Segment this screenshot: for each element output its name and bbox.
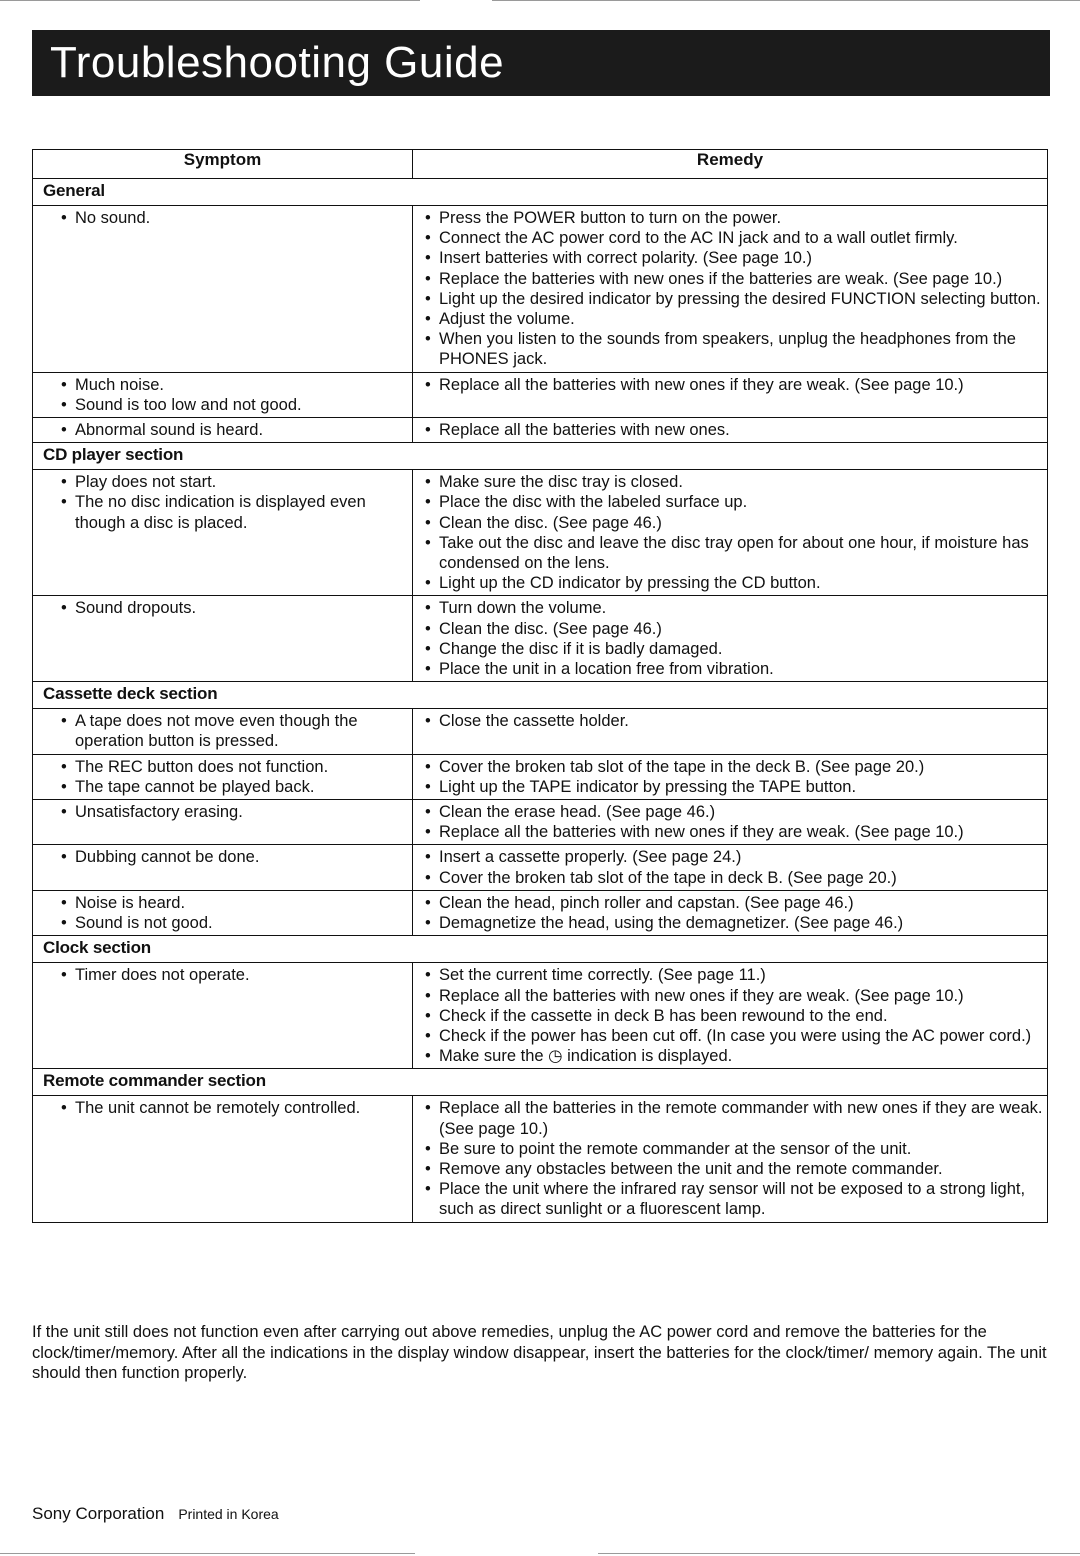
remedy-item: • Remove any obstacles between the unit and the remote commander. [425, 1159, 1043, 1179]
remedy-item: • Replace all the batteries in the remote commander with new ones if they are weak. (See page 10.) [425, 1098, 1043, 1138]
remedy-cell [413, 206, 1048, 373]
section-heading: Clock section [33, 936, 1048, 963]
symptom-item: • The REC button does not function. [61, 757, 406, 777]
remedy-item: • Place the unit where the infrared ray sensor will not be exposed to a strong light, such as direct sunlight or a fluorescent lamp. [425, 1179, 1043, 1219]
remedy-item: • Light up the TAPE indicator by pressing the TAPE button. [425, 777, 1043, 797]
footer-brand [32, 1504, 279, 1524]
remedy-item: • Cover the broken tab slot of the tape in deck B. (See page 20.) [425, 868, 1043, 888]
table-row [33, 470, 1048, 596]
remedy-cell [413, 845, 1048, 890]
table-row [33, 418, 1048, 443]
symptom-item: • Timer does not operate. [61, 965, 406, 985]
remedy-item: • Adjust the volume. [425, 309, 1043, 329]
table-row [33, 800, 1048, 845]
remedy-cell [413, 372, 1048, 417]
symptom-cell [33, 418, 413, 443]
symptom-item: • Dubbing cannot be done. [61, 847, 406, 867]
bottom-rule [0, 1553, 1080, 1554]
section-heading: CD player section [33, 443, 1048, 470]
remedy-item: • Replace all the batteries with new ones. [425, 420, 1043, 440]
remedy-cell [413, 800, 1048, 845]
table-body [33, 179, 1048, 1223]
remedy-item: • Replace all the batteries with new ones if they are weak. (See page 10.) [425, 986, 1043, 1006]
symptom-item: • Unsatisfactory erasing. [61, 802, 406, 822]
symptom-cell [33, 963, 413, 1069]
symptom-cell [33, 596, 413, 682]
remedy-cell [413, 470, 1048, 596]
page-title: Troubleshooting Guide [50, 38, 505, 87]
section-row [33, 936, 1048, 963]
remedy-item: • Clean the head, pinch roller and capstan. (See page 46.) [425, 893, 1043, 913]
troubleshooting-table [32, 149, 1048, 1223]
symptom-item: • No sound. [61, 208, 406, 228]
symptom-cell [33, 800, 413, 845]
remedy-item: • Insert a cassette properly. (See page 24.) [425, 847, 1043, 867]
header-row [33, 150, 1048, 179]
remedy-cell [413, 754, 1048, 799]
symptom-cell [33, 372, 413, 417]
symptom-cell [33, 709, 413, 754]
table-row [33, 963, 1048, 1069]
symptom-cell [33, 206, 413, 373]
section-row [33, 1069, 1048, 1096]
remedy-item: • Light up the desired indicator by pressing the desired FUNCTION selecting button. [425, 289, 1043, 309]
footer-note: If the unit still does not function even after carrying out above remedies, unplug the AC power cord and remove the batteries for the clock/timer/memory. After all the indications in the display window disappear, insert the batteries for the clock/timer/ memory again. The unit should then function properly. [32, 1323, 1047, 1382]
symptom-cell [33, 890, 413, 935]
table-row [33, 1096, 1048, 1222]
remedy-cell [413, 596, 1048, 682]
remedy-item: • Clean the disc. (See page 46.) [425, 513, 1043, 533]
table-row [33, 372, 1048, 417]
symptom-item: • Play does not start. [61, 472, 406, 492]
top-rule [0, 0, 1080, 1]
title-banner [32, 30, 1050, 96]
remedy-item: • When you listen to the sounds from speakers, unplug the headphones from the PHONES jack. [425, 329, 1043, 369]
section-row [33, 179, 1048, 206]
symptom-cell [33, 470, 413, 596]
symptom-cell [33, 1096, 413, 1222]
symptom-item: • The unit cannot be remotely controlled. [61, 1098, 406, 1118]
symptom-item: • The tape cannot be played back. [61, 777, 406, 797]
table-row [33, 845, 1048, 890]
section-heading: Cassette deck section [33, 682, 1048, 709]
remedy-header: Remedy [413, 150, 1048, 179]
remedy-cell [413, 1096, 1048, 1222]
remedy-item: • Replace all the batteries with new ones if they are weak. (See page 10.) [425, 822, 1043, 842]
remedy-item: • Replace all the batteries with new ones if they are weak. (See page 10.) [425, 375, 1043, 395]
remedy-item: • Insert batteries with correct polarity. (See page 10.) [425, 248, 1043, 268]
remedy-item: • Clean the erase head. (See page 46.) [425, 802, 1043, 822]
printed-in: Printed in Korea [178, 1506, 279, 1522]
remedy-item: • Make sure the ◷ indication is displayed. [425, 1046, 1043, 1066]
symptom-item: • Abnormal sound is heard. [61, 420, 406, 440]
remedy-item: • Cover the broken tab slot of the tape in the deck B. (See page 20.) [425, 757, 1043, 777]
remedy-item: • Connect the AC power cord to the AC IN jack and to a wall outlet firmly. [425, 228, 1043, 248]
table-row [33, 754, 1048, 799]
remedy-item: • Turn down the volume. [425, 598, 1043, 618]
symptom-item: • Sound dropouts. [61, 598, 406, 618]
remedy-item: • Light up the CD indicator by pressing the CD button. [425, 573, 1043, 593]
table-row [33, 596, 1048, 682]
symptom-item: • The no disc indication is displayed even though a disc is placed. [61, 492, 406, 532]
remedy-item: • Set the current time correctly. (See page 11.) [425, 965, 1043, 985]
remedy-cell [413, 709, 1048, 754]
table-row [33, 709, 1048, 754]
remedy-item: • Change the disc if it is badly damaged. [425, 639, 1043, 659]
brand-name: Sony Corporation [32, 1504, 165, 1523]
remedy-cell [413, 890, 1048, 935]
remedy-item: • Replace the batteries with new ones if the batteries are weak. (See page 10.) [425, 269, 1043, 289]
symptom-cell [33, 845, 413, 890]
section-row [33, 443, 1048, 470]
remedy-cell [413, 963, 1048, 1069]
remedy-item: • Close the cassette holder. [425, 711, 1043, 731]
remedy-item: • Demagnetize the head, using the demagnetizer. (See page 46.) [425, 913, 1043, 933]
remedy-item: • Place the unit in a location free from vibration. [425, 659, 1043, 679]
symptom-item: • Sound is not good. [61, 913, 406, 933]
remedy-item: • Take out the disc and leave the disc tray open for about one hour, if moisture has condensed on the lens. [425, 533, 1043, 573]
table-row [33, 890, 1048, 935]
symptom-cell [33, 754, 413, 799]
symptom-header: Symptom [33, 150, 413, 179]
symptom-item: • Noise is heard. [61, 893, 406, 913]
remedy-item: • Place the disc with the labeled surface up. [425, 492, 1043, 512]
symptom-item: • A tape does not move even though the operation button is pressed. [61, 711, 406, 751]
symptom-item: • Much noise. [61, 375, 406, 395]
remedy-cell [413, 418, 1048, 443]
remedy-item: • Make sure the disc tray is closed. [425, 472, 1043, 492]
section-row [33, 682, 1048, 709]
remedy-item: • Clean the disc. (See page 46.) [425, 619, 1043, 639]
symptom-item: • Sound is too low and not good. [61, 395, 406, 415]
section-heading: General [33, 179, 1048, 206]
remedy-item: • Check if the cassette in deck B has been rewound to the end. [425, 1006, 1043, 1026]
remedy-item: • Be sure to point the remote commander at the sensor of the unit. [425, 1139, 1043, 1159]
remedy-item: • Check if the power has been cut off. (In case you were using the AC power cord.) [425, 1026, 1043, 1046]
remedy-item: • Press the POWER button to turn on the power. [425, 208, 1043, 228]
section-heading: Remote commander section [33, 1069, 1048, 1096]
table-row [33, 206, 1048, 373]
